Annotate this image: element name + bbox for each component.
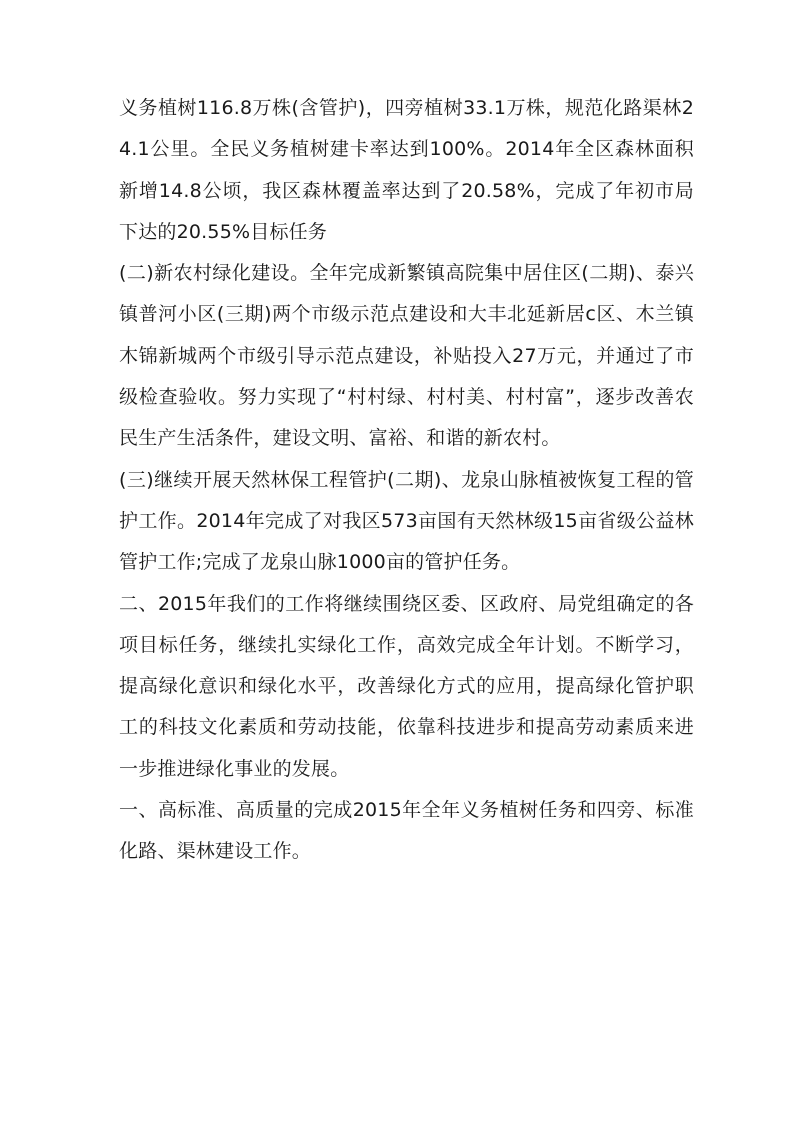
paragraph-planting-summary: 义务植树116.8万株(含管护)，四旁植树33.1万株，规范化路渠林24.1公里。全民义务植树建卡率达到100%。2014年全区森林面积新增14.8公顷，我区森林覆盖率达到了20.58%，完成了年初市局下达的20.55%目标任务: [119, 97, 694, 243]
paragraph-2015-plan: 二、2015年我们的工作将继续围绕区委、区政府、局党组确定的各项目标任务，继续扎实绿化工作，高效完成全年计划。不断学习，提高绿化意识和绿化水平，改善绿化方式的应用，提高绿化管护职工的科技文化素质和劳动技能，依靠科技进步和提高劳动素质来进一步推进绿化事业的发展。: [119, 592, 694, 780]
document-body: [119, 88, 694, 873]
paragraph-planting-task: 一、高标准、高质量的完成2015年全年义务植树任务和四旁、标准化路、渠林建设工作。: [119, 799, 694, 863]
paragraph-new-village-greening: (二)新农村绿化建设。全年完成新繁镇高院集中居住区(二期)、泰兴镇普河小区(三期)两个市级示范点建设和大丰北延新居c区、木兰镇木锦新城两个市级引导示范点建设，补贴投入27万元，并通过了市级检查验收。努力实现了“村村绿、村村美、村村富”，逐步改善农民生产生活条件，建设文明、富裕、和谐的新农村。: [119, 262, 694, 450]
paragraph-forest-protection: (三)继续开展天然林保工程管护(二期)、龙泉山脉植被恢复工程的管护工作。2014年完成了对我区573亩国有天然林级15亩省级公益林管护工作;完成了龙泉山脉1000亩的管护任务。: [119, 468, 694, 574]
